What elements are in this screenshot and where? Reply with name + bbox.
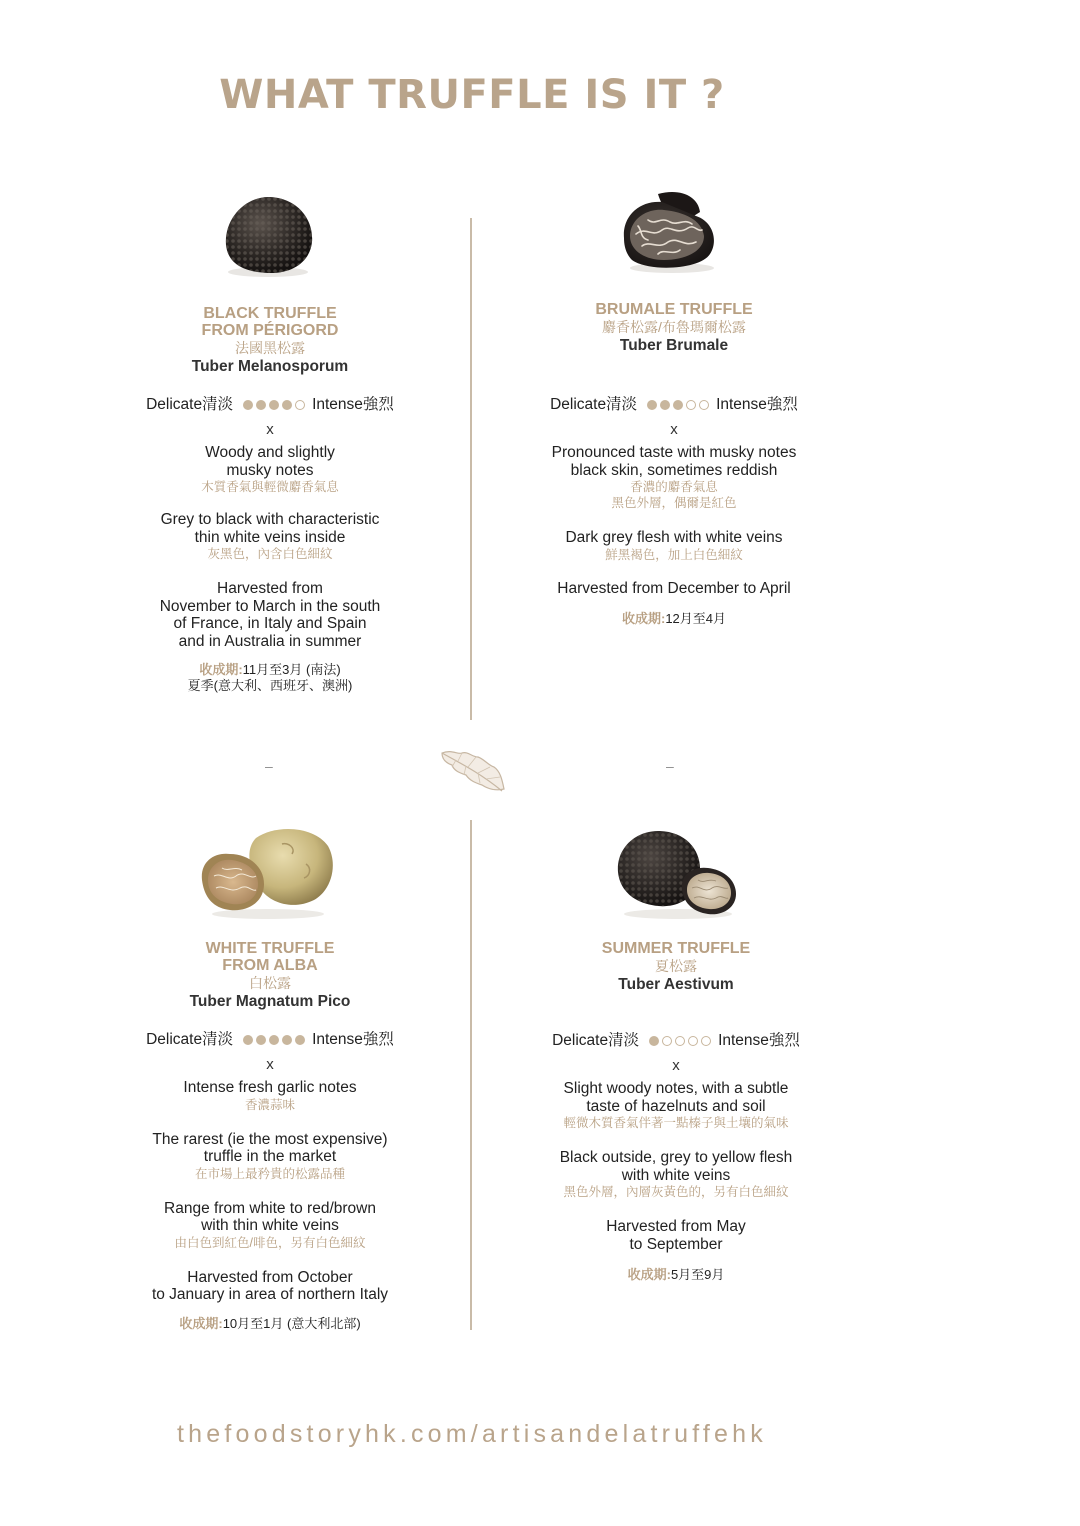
separator-x: x [266,1056,274,1073]
note-text-en: with white veins [621,1166,731,1184]
truffle-note [506,1149,846,1200]
note-text-en: Pronounced taste with musky notes [551,444,797,461]
note-text-en: Dark grey flesh with white veins [565,529,783,546]
note-text-zh: 黑色外層，內層灰黃色的，另有白色細紋 [563,1185,789,1199]
note-text-en: and in Australia in summer [178,632,362,650]
season-text: 5月至9月 [670,1267,725,1282]
intensity-dots [241,396,306,413]
separator-x: x [672,1057,680,1074]
scale-intense-label: Intense強烈 [312,1031,394,1048]
note-text-zh: 黑色外層，偶爾是紅色 [611,496,737,510]
intensity-scale [100,1027,440,1049]
intensity-dot-filled [295,1035,305,1045]
harvest-season [100,662,440,694]
note-text-en: November to March in the south [159,597,381,615]
harvest-season [504,611,844,627]
vertical-divider-bottom [470,820,472,1330]
note-text-en: Slight woody notes, with a subtle [563,1080,789,1097]
scale-intense-label: Intense強烈 [716,396,798,413]
page-title: WHAT TRUFFLE IS IT ? [219,72,725,118]
note-text-en: with thin white veins [201,1217,339,1234]
note-text-en: Black outside, grey to yellow flesh [559,1149,793,1166]
note-text-en: thin white veins inside [194,528,346,546]
note-text-en: taste of hazelnuts and soil [586,1097,766,1115]
truffle-note [504,580,844,598]
intensity-scale [100,392,440,414]
divider-dash-left: – [265,758,273,774]
intensity-dots [241,1031,306,1048]
note-text-en: The rarest (ie the most expensive) [152,1130,388,1148]
note-text-en: Harvested from [217,580,323,597]
truffle-name-zh: 夏松露 [655,958,697,974]
intensity-dot-empty [699,400,709,410]
footer-url[interactable]: thefoodstoryhk.com/artisandelatruffehk [177,1420,767,1448]
truffle-note [100,1131,440,1182]
intensity-dot-filled [282,1035,292,1045]
intensity-dot-filled [243,400,253,410]
scale-delicate-label: Delicate清淡 [550,396,638,413]
scale-delicate-label: Delicate清淡 [146,1031,234,1048]
note-text-zh: 香濃蒜味 [244,1097,295,1112]
intensity-dot-filled [282,400,292,410]
black-truffle-icon [218,190,318,278]
scale-intense-label: Intense強烈 [718,1032,800,1049]
truffle-note [100,1079,440,1113]
truffle-note [506,1218,846,1253]
truffle-latin-name: Tuber Aestivum [618,976,734,993]
oak-leaf-icon [436,745,508,797]
season-label: 收成期: [627,1267,671,1282]
truffle-note [504,529,844,563]
summer-truffle-icon [612,826,742,920]
truffle-name-zh: 麝香松露/布魯瑪爾松露 [602,319,746,335]
intensity-dot-empty [686,400,696,410]
intensity-dot-filled [647,400,657,410]
intensity-dot-filled [269,400,279,410]
note-text-en: Harvested from October [187,1268,353,1286]
truffle-name-en: FROM PÉRIGORD [201,322,339,339]
intensity-dots [647,1032,712,1049]
harvest-season [506,1267,846,1283]
truffle-name-en: BRUMALE TRUFFLE [595,301,753,318]
intensity-dot-filled [673,400,683,410]
truffle-note [100,511,440,562]
truffle-note [100,444,440,495]
truffle-note [100,580,440,650]
intensity-dot-filled [256,400,266,410]
truffle-latin-name: Tuber Brumale [619,337,729,354]
harvest-season [100,1316,440,1332]
truffle-note [100,1200,440,1251]
note-text-en: Harvested from December to April [557,579,791,597]
truffle-card-white [100,940,440,1332]
note-text-zh: 灰黑色，內含白色細紋 [207,547,333,561]
note-text-en: musky notes [226,461,314,479]
white-truffle-icon [196,824,338,920]
season-label: 收成期: [199,662,243,677]
truffle-latin-name: Tuber Melanosporum [191,358,349,375]
season-text: 12月至4月 [665,611,727,626]
truffle-card-black [100,305,440,694]
truffle-note [504,444,844,511]
note-text-en: to January in area of northern Italy [151,1286,389,1303]
note-text-en: of France, in Italy and Spain [173,615,367,632]
note-text-en: black skin, sometimes reddish [570,461,778,479]
truffle-name-en: WHITE TRUFFLE [205,940,335,957]
note-text-zh: 在市場上最矜貴的松露品種 [194,1166,345,1181]
intensity-dot-filled [269,1035,279,1045]
note-text-en: Intense fresh garlic notes [183,1079,357,1096]
intensity-dot-filled [649,1036,659,1046]
note-text-en: Range from white to red/brown [164,1199,376,1217]
intensity-dot-empty [688,1036,698,1046]
note-text-zh: 香濃的麝香氣息 [630,480,718,494]
intensity-dot-empty [675,1036,685,1046]
note-text-en: to September [629,1235,723,1253]
truffle-name-en: FROM ALBA [222,957,318,974]
season-label: 收成期: [621,611,666,626]
season-text: 11月至3月 (南法) [242,662,341,677]
truffle-latin-name: Tuber Magnatum Pico [189,993,351,1010]
divider-dash-right: – [666,758,674,774]
vertical-divider-top [470,218,472,720]
note-text-zh: 輕微木質香氣伴著一點榛子與土壤的氣味 [563,1116,789,1130]
truffle-name-en: SUMMER TRUFFLE [601,940,751,957]
truffle-name-zh: 白松露 [249,975,291,991]
scale-delicate-label: Delicate清淡 [552,1032,640,1049]
truffle-card-brumale [504,301,844,627]
truffle-card-summer [506,940,846,1283]
brumale-truffle-icon [618,186,722,274]
season-label: 收成期: [179,1315,223,1331]
intensity-dot-filled [243,1035,253,1045]
note-text-en: Grey to black with characteristic [160,511,380,528]
separator-x: x [266,421,274,438]
intensity-dots [645,396,710,413]
truffle-note [506,1080,846,1131]
intensity-dot-filled [660,400,670,410]
season-text: 夏季(意大利、西班牙、澳洲) [187,678,353,693]
scale-delicate-label: Delicate清淡 [146,396,234,413]
intensity-scale [506,1028,846,1050]
scale-intense-label: Intense強烈 [312,396,394,413]
note-text-en: Harvested from May [606,1218,746,1235]
note-text-en: Woody and slightly [205,444,335,461]
separator-x: x [670,421,678,438]
truffle-name-en: BLACK TRUFFLE [203,305,337,322]
note-text-zh: 木質香氣與輕微麝香氣息 [201,480,339,494]
intensity-dot-filled [256,1035,266,1045]
note-text-en: truffle in the market [203,1148,337,1165]
intensity-dot-empty [662,1036,672,1046]
intensity-dot-empty [701,1036,711,1046]
truffle-note [100,1269,440,1304]
note-text-zh: 由白色到紅色/啡色，另有白色細紋 [174,1235,366,1250]
intensity-scale [504,392,844,414]
season-text: 10月至1月 (意大利北部) [222,1315,361,1331]
note-text-zh: 鮮黑褐色，加上白色細紋 [605,547,743,562]
intensity-dot-empty [295,400,305,410]
truffle-name-zh: 法國黑松露 [235,340,305,356]
